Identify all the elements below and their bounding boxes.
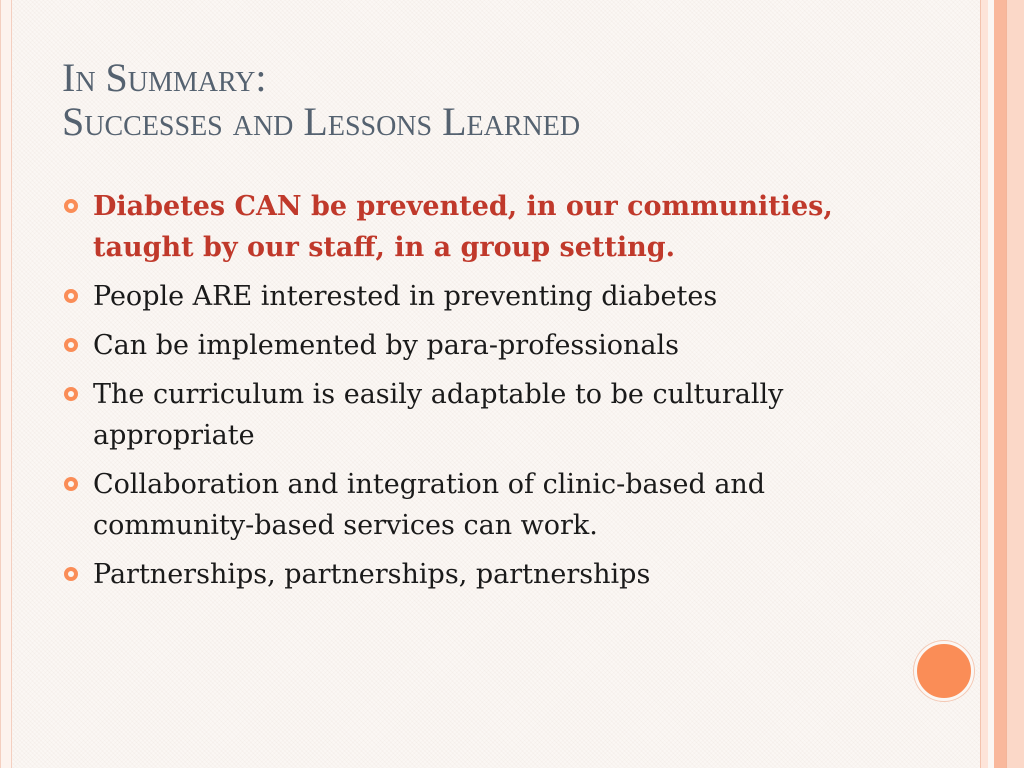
orange-ring-bullet-icon (64, 477, 78, 491)
right-stripes-decoration (980, 0, 1024, 768)
orange-circle-decoration (914, 641, 974, 701)
bullet-item-prevention (62, 186, 912, 268)
bullet-item-interest (62, 276, 912, 317)
orange-ring-bullet-icon (64, 199, 78, 213)
bullet-text: Can be implemented by para-professionals (93, 330, 679, 361)
stripe (1006, 0, 1024, 768)
stripe (980, 0, 988, 768)
bullet-text: People ARE interested in preventing diabetes (93, 281, 718, 312)
bullet-text: Diabetes CAN be prevented, in our communities, taught by our staff, in a group setting. (93, 191, 833, 263)
slide-title (62, 56, 580, 144)
bullet-item-para-professionals (62, 325, 912, 366)
bullet-list (62, 186, 912, 603)
bullet-item-curriculum (62, 374, 912, 456)
bullet-item-collaboration (62, 464, 912, 546)
title-line-1: In Summary: (62, 55, 267, 100)
orange-ring-bullet-icon (64, 289, 78, 303)
stripe (994, 0, 1006, 768)
bullet-item-partnerships (62, 554, 912, 595)
left-border-decoration (0, 0, 12, 768)
bullet-text: Collaboration and integration of clinic-based and community-based services can work. (93, 469, 766, 541)
orange-ring-bullet-icon (64, 387, 78, 401)
orange-ring-bullet-icon (64, 338, 78, 352)
title-line-2: Successes and Lessons Learned (62, 99, 581, 144)
bullet-text: Partnerships, partnerships, partnerships (93, 559, 651, 590)
bullet-text: The curriculum is easily adaptable to be culturally appropriate (93, 379, 784, 451)
orange-ring-bullet-icon (64, 567, 78, 581)
